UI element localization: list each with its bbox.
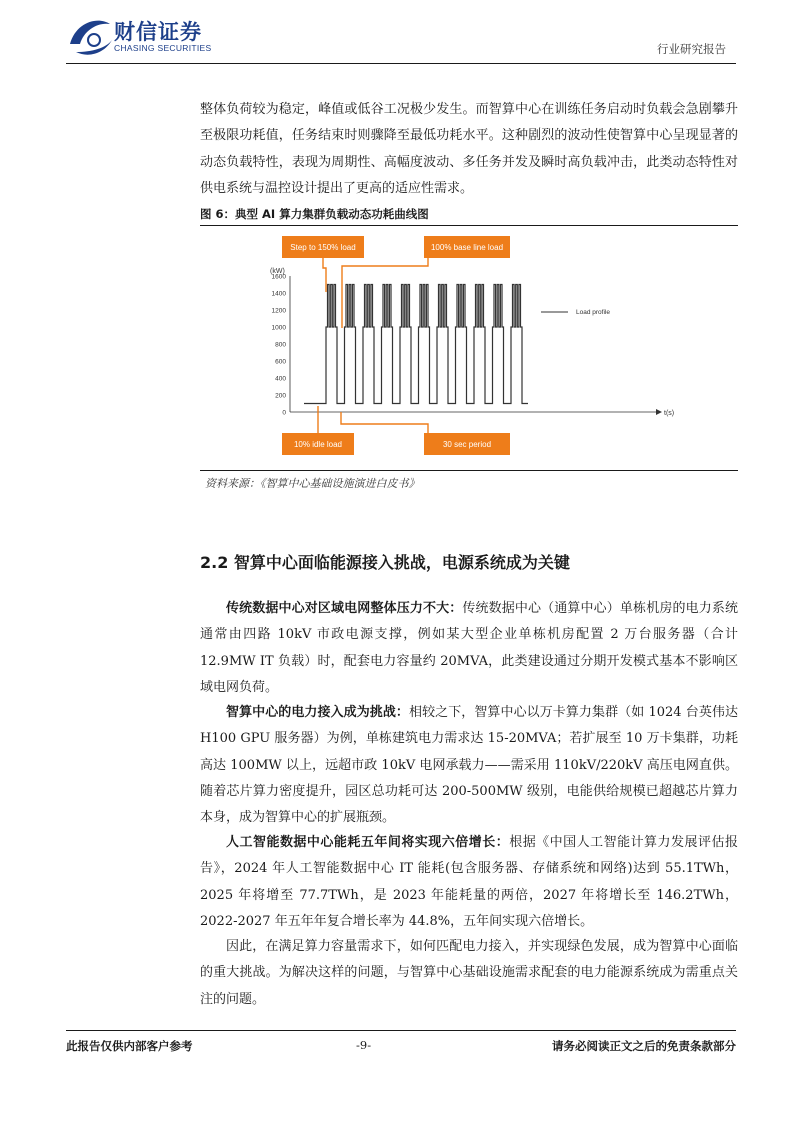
- paragraph-body: 根据《中国人工智能计算力发展评估报告》，2024 年人工智能数据中心 IT 能耗(包含服务器、存储系统和网络)达到 55.1TWh，2025 年将增至 77.7TWh，是 2023 年能耗量的两倍，2027 年将增长至 146.2TWh，2022-2027 年五年年复合增长率为 44.8%，五年间实现六倍增长。: [200, 835, 738, 929]
- x-axis-arrow: [656, 409, 662, 415]
- y-tick-label: 800: [275, 341, 286, 349]
- y-tick-label: 1000: [271, 324, 286, 332]
- annotation-baseline-text: 100% base line load: [430, 243, 504, 252]
- paragraph-body: 因此，在满足算力容量需求下，如何匹配电力接入，并实现绿色发展，成为智算中心面临的重大挑战。为解决这样的问题，与智算中心基础设施需求配套的电力能源系统成为需重点关注的问题。: [200, 939, 738, 1007]
- load-profile-line: [304, 285, 528, 404]
- page-number: -9-: [356, 1038, 372, 1052]
- figure-bottom-rule: [200, 470, 738, 471]
- paragraph-lead: 人工智能数据中心能耗五年间将实现六倍增长：: [226, 835, 510, 850]
- y-tick-label: 1200: [271, 307, 286, 315]
- figure-source: 资料来源：《智算中心基础设施演进白皮书》: [205, 477, 420, 490]
- section-title: 2.2 智算中心面临能源接入挑战，电源系统成为关键: [200, 553, 570, 572]
- footer-left: 此报告仅供内部客户参考: [66, 1039, 193, 1053]
- y-tick-label: 1400: [271, 290, 286, 298]
- header-divider: [66, 63, 736, 64]
- load-profile-chart: [268, 228, 675, 468]
- y-axis-label: (kW): [270, 268, 285, 275]
- footer-right: 请务必阅读正文之后的免责条款部分: [552, 1039, 736, 1053]
- y-tick-label: 1600: [271, 273, 286, 281]
- y-tick-label: 200: [275, 392, 286, 400]
- annotation-idle-text: 10% idle load: [293, 440, 343, 449]
- paragraph-power-access: [200, 700, 738, 831]
- annotation-period-text: 30 sec period: [442, 440, 492, 449]
- paragraph-conclusion: [200, 934, 738, 1013]
- y-tick-label: 600: [275, 358, 286, 366]
- figure-title: 图 6：典型 AI 算力集群负载动态功耗曲线图: [200, 207, 429, 221]
- annotation-step-text: Step to 150% load: [290, 243, 356, 252]
- logo-text-cn: 财信证券: [114, 20, 202, 44]
- y-tick-label: 400: [275, 375, 286, 383]
- intro-paragraph: 整体负荷较为稳定，峰值或低谷工况极少发生。而智算中心在训练任务启动时负载会急剧攀升至极限功耗值，任务结束时则骤降至最低功耗水平。这种剧烈的波动性使智算中心呈现显著的动态负载特性，表现为周期性、高幅度波动、多任务并发及瞬时高负载冲击，此类动态特性对供电系统与温控设计提出了更高的适应性需求。: [200, 102, 738, 196]
- paragraph-body: 传统数据中心（通算中心）单栋机房的电力系统通常由四路 10kV 市政电源支撑，例如某大型企业单栋机房配置 2 万台服务器（合计 12.9MW IT 负载）时，配套电力容量约 20MVA，此类建设通过分期开发模式基本不影响区域电网负荷。: [200, 601, 738, 695]
- report-type: 行业研究报告: [657, 42, 726, 56]
- y-tick-label: 0: [282, 409, 286, 417]
- paragraph-lead: 智算中心的电力接入成为挑战：: [226, 705, 409, 720]
- legend-label: Load profile: [576, 309, 610, 316]
- footer-divider: [66, 1030, 736, 1031]
- paragraph-lead: 传统数据中心对区域电网整体压力不大：: [226, 601, 463, 616]
- figure-top-rule: [200, 225, 738, 226]
- paragraph-energy-growth: [200, 830, 738, 935]
- logo-text-en: CHASING SECURITIES: [114, 43, 212, 53]
- paragraph-grid-pressure: [200, 596, 738, 701]
- x-axis-label: t(s): [664, 410, 675, 417]
- leader-period: [341, 412, 428, 433]
- paragraph-body: 相较之下，智算中心以万卡算力集群（如 1024 台英伟达 H100 GPU 服务器）为例，单栋建筑电力需求达 15-20MVA；若扩展至 10 万卡集群，功耗高达 100MW 以上，远超市政 10kV 电网承载力——需采用 110kV/220kV 高压电网直供。随着芯片算力密度提升，园区总功耗可达 200-500MW 级别，电能供给规模已超越芯片算力本身，成为智算中心的扩展瓶颈。: [200, 705, 738, 826]
- leader-step: [323, 258, 326, 292]
